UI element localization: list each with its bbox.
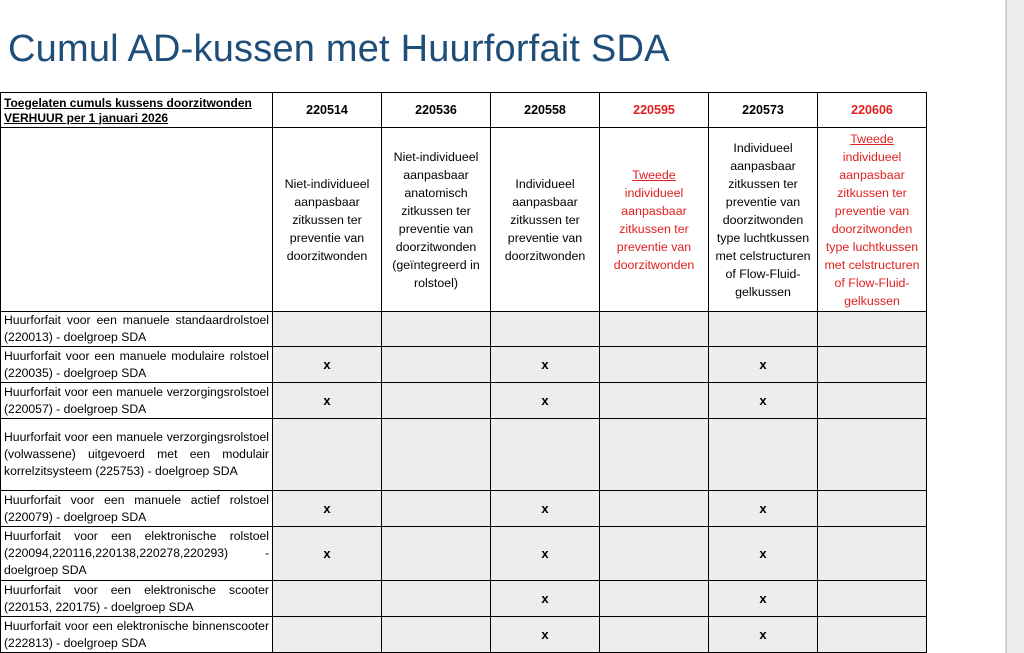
corner-line1: Toegelaten cumuls kussens doorzitwonden bbox=[4, 95, 252, 110]
cumul-cell bbox=[818, 383, 927, 419]
header-row bbox=[1, 93, 927, 128]
cumul-cell bbox=[273, 581, 382, 617]
cumul-cell: x bbox=[491, 617, 600, 653]
cumul-cell: x bbox=[491, 383, 600, 419]
cumul-cell bbox=[382, 347, 491, 383]
cumul-cell: x bbox=[709, 383, 818, 419]
row-label: Huurforfait voor een manuele verzorgingsrolstoel (volwassene) uitgevoerd met een modulair korrelzitsysteem (225753) - doelgroep SDA bbox=[1, 419, 273, 491]
cumul-cell: x bbox=[709, 617, 818, 653]
table-row bbox=[1, 491, 927, 527]
cumul-cell bbox=[818, 617, 927, 653]
row-label: Huurforfait voor een manuele standaardrolstoel (220013) - doelgroep SDA bbox=[1, 312, 273, 347]
column-code: 220606 bbox=[818, 93, 927, 128]
cumul-cell bbox=[273, 419, 382, 491]
cumul-cell: x bbox=[491, 581, 600, 617]
cumul-cell bbox=[382, 312, 491, 347]
cumul-cell: x bbox=[273, 527, 382, 581]
cumul-cell bbox=[600, 617, 709, 653]
cumul-cell bbox=[600, 419, 709, 491]
cumul-cell bbox=[818, 581, 927, 617]
cumul-cell bbox=[818, 347, 927, 383]
cumul-cell: x bbox=[709, 581, 818, 617]
table-row bbox=[1, 527, 927, 581]
top-border bbox=[0, 0, 1024, 4]
column-description: Niet-individueel aanpasbaar anatomisch zitkussen ter preventie van doorzitwonden (geïntegreerd in rolstoel) bbox=[382, 128, 491, 312]
row-label: Huurforfait voor een manuele verzorgingsrolstoel (220057) - doelgroep SDA bbox=[1, 383, 273, 419]
column-description: Individueel aanpasbaar zitkussen ter preventie van doorzitwonden type luchtkussen met celstructuren of Flow-Fluid-gelkussen bbox=[709, 128, 818, 312]
cumul-cell bbox=[382, 527, 491, 581]
row-label: Huurforfait voor een elektronische scooter (220153, 220175) - doelgroep SDA bbox=[1, 581, 273, 617]
cumul-cell: x bbox=[709, 527, 818, 581]
cumul-cell bbox=[600, 383, 709, 419]
column-code: 220536 bbox=[382, 93, 491, 128]
cumul-cell bbox=[818, 312, 927, 347]
cumul-cell: x bbox=[273, 347, 382, 383]
cumul-cell bbox=[600, 491, 709, 527]
row-label: Huurforfait voor een elektronische binnenscooter (222813) - doelgroep SDA bbox=[1, 617, 273, 653]
page-title: Cumul AD-kussen met Huurforfait SDA bbox=[8, 28, 670, 70]
column-code: 220573 bbox=[709, 93, 818, 128]
cumul-cell bbox=[491, 312, 600, 347]
description-row-label bbox=[1, 128, 273, 312]
cumul-cell bbox=[273, 312, 382, 347]
cumul-cell bbox=[382, 419, 491, 491]
cumul-cell: x bbox=[491, 347, 600, 383]
cumul-cell: x bbox=[709, 491, 818, 527]
cumul-cell: x bbox=[273, 491, 382, 527]
cumul-cell bbox=[600, 347, 709, 383]
column-description: Tweede individueel aanpasbaar zitkussen ter preventie van doorzitwonden bbox=[600, 128, 709, 312]
cumul-cell bbox=[382, 491, 491, 527]
right-scrollbar[interactable] bbox=[1005, 0, 1024, 653]
column-code: 220595 bbox=[600, 93, 709, 128]
cumul-cell bbox=[818, 491, 927, 527]
row-label: Huurforfait voor een manuele modulaire rolstoel (220035) - doelgroep SDA bbox=[1, 347, 273, 383]
corner-line2: VERHUUR per 1 januari 2026 bbox=[4, 110, 169, 125]
cumul-cell bbox=[600, 527, 709, 581]
cumul-cell bbox=[382, 581, 491, 617]
table-row bbox=[1, 383, 927, 419]
table-row bbox=[1, 419, 927, 491]
table-corner-header bbox=[1, 93, 273, 128]
description-row bbox=[1, 128, 927, 312]
cumul-cell: x bbox=[709, 347, 818, 383]
cumul-cell: x bbox=[273, 383, 382, 419]
cumul-cell bbox=[382, 383, 491, 419]
cumul-cell: x bbox=[491, 491, 600, 527]
row-label: Huurforfait voor een manuele actief rolstoel (220079) - doelgroep SDA bbox=[1, 491, 273, 527]
column-description: Individueel aanpasbaar zitkussen ter preventie van doorzitwonden bbox=[491, 128, 600, 312]
cumul-cell bbox=[273, 617, 382, 653]
table-row bbox=[1, 581, 927, 617]
table-row bbox=[1, 312, 927, 347]
column-code: 220558 bbox=[491, 93, 600, 128]
cumul-cell: x bbox=[491, 527, 600, 581]
cumul-cell bbox=[382, 617, 491, 653]
cumul-cell bbox=[600, 581, 709, 617]
cumul-cell bbox=[709, 312, 818, 347]
column-code: 220514 bbox=[273, 93, 382, 128]
table-row bbox=[1, 347, 927, 383]
cumul-cell bbox=[818, 527, 927, 581]
column-description: Tweede individueel aanpasbaar zitkussen ter preventie van doorzitwonden type luchtkussen met celstructuren of Flow-Fluid-gelkussen bbox=[818, 128, 927, 312]
cumul-cell bbox=[600, 312, 709, 347]
cumul-cell bbox=[818, 419, 927, 491]
row-label: Huurforfait voor een elektronische rolstoel (220094,220116,220138,220278,220293) - doelgroep SDA bbox=[1, 527, 273, 581]
table-row bbox=[1, 617, 927, 653]
column-description: Niet-individueel aanpasbaar zitkussen ter preventie van doorzitwonden bbox=[273, 128, 382, 312]
cumul-cell bbox=[709, 419, 818, 491]
cumul-cell bbox=[491, 419, 600, 491]
cumul-table bbox=[0, 92, 927, 653]
